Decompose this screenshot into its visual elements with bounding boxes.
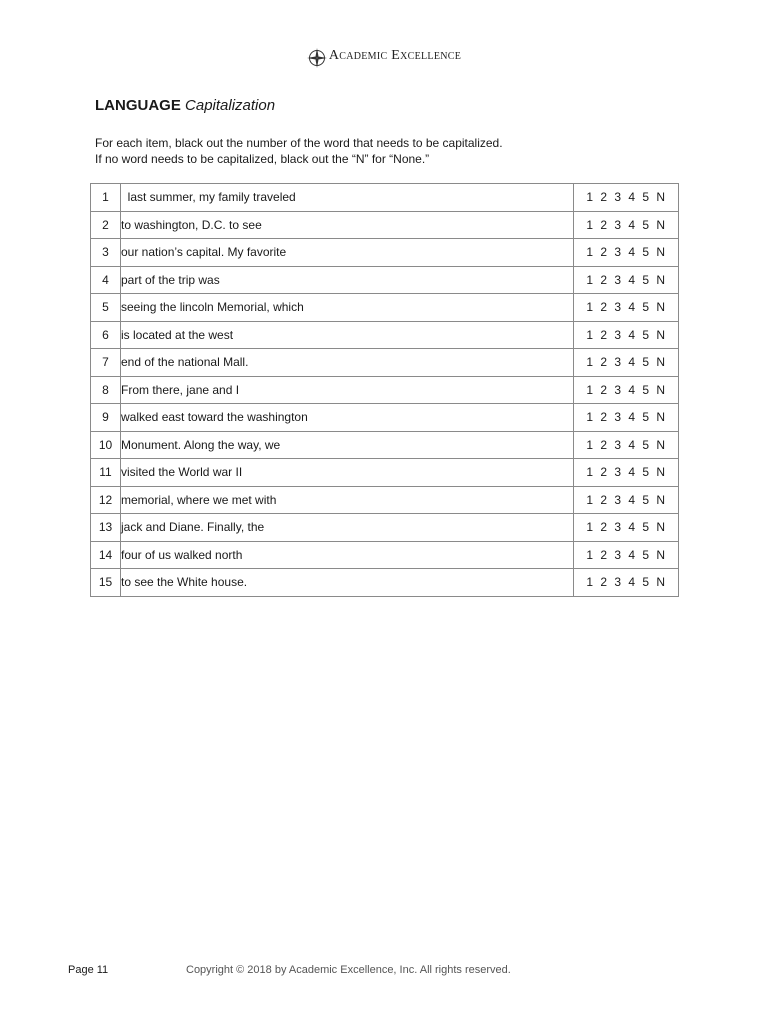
question-text: seeing the lincoln Memorial, which <box>121 294 574 322</box>
question-text: walked east toward the washington <box>121 404 574 432</box>
answer-options[interactable]: 1 2 3 4 5 N <box>574 569 679 597</box>
question-text: part of the trip was <box>121 266 574 294</box>
answer-options[interactable]: 1 2 3 4 5 N <box>574 266 679 294</box>
question-text: From there, jane and I <box>121 376 574 404</box>
instruction-line-1: For each item, black out the number of the word that needs to be capitalized. <box>95 136 503 150</box>
question-number: 12 <box>91 486 121 514</box>
question-text: end of the national Mall. <box>121 349 574 377</box>
question-row <box>91 211 679 239</box>
question-text: last summer, my family traveled <box>121 184 574 212</box>
question-number: 1 <box>91 184 121 212</box>
answer-options[interactable]: 1 2 3 4 5 N <box>574 376 679 404</box>
question-number: 2 <box>91 211 121 239</box>
question-row <box>91 486 679 514</box>
answer-options[interactable]: 1 2 3 4 5 N <box>574 541 679 569</box>
question-row <box>91 514 679 542</box>
question-number: 4 <box>91 266 121 294</box>
answer-options[interactable]: 1 2 3 4 5 N <box>574 404 679 432</box>
answer-options[interactable]: 1 2 3 4 5 N <box>574 514 679 542</box>
question-number: 13 <box>91 514 121 542</box>
question-number: 11 <box>91 459 121 487</box>
question-row <box>91 431 679 459</box>
question-row <box>91 569 679 597</box>
question-row <box>91 321 679 349</box>
question-text: jack and Diane. Finally, the <box>121 514 574 542</box>
question-row <box>91 294 679 322</box>
question-text: visited the World war II <box>121 459 574 487</box>
question-number: 5 <box>91 294 121 322</box>
answer-options[interactable]: 1 2 3 4 5 N <box>574 349 679 377</box>
question-table <box>90 183 679 597</box>
question-row <box>91 239 679 267</box>
question-text: to see the White house. <box>121 569 574 597</box>
question-number: 6 <box>91 321 121 349</box>
question-row <box>91 349 679 377</box>
question-number: 8 <box>91 376 121 404</box>
copyright-notice: Copyright © 2018 by Academic Excellence, Inc. All rights reserved. <box>186 964 511 976</box>
answer-options[interactable]: 1 2 3 4 5 N <box>574 321 679 349</box>
question-row <box>91 459 679 487</box>
question-number: 14 <box>91 541 121 569</box>
question-text: to washington, D.C. to see <box>121 211 574 239</box>
answer-options[interactable]: 1 2 3 4 5 N <box>574 486 679 514</box>
answer-options[interactable]: 1 2 3 4 5 N <box>574 239 679 267</box>
page-title <box>95 97 275 114</box>
instructions <box>95 135 503 167</box>
question-number: 9 <box>91 404 121 432</box>
question-row <box>91 404 679 432</box>
question-number: 3 <box>91 239 121 267</box>
question-row <box>91 541 679 569</box>
question-number: 10 <box>91 431 121 459</box>
answer-options[interactable]: 1 2 3 4 5 N <box>574 431 679 459</box>
question-number: 7 <box>91 349 121 377</box>
question-row <box>91 376 679 404</box>
answer-options[interactable]: 1 2 3 4 5 N <box>574 294 679 322</box>
question-text: four of us walked north <box>121 541 574 569</box>
question-row <box>91 266 679 294</box>
logo-text: Academic Excellence <box>328 48 462 63</box>
answer-options[interactable]: 1 2 3 4 5 N <box>574 459 679 487</box>
answer-options[interactable]: 1 2 3 4 5 N <box>574 211 679 239</box>
question-text: is located at the west <box>121 321 574 349</box>
subject-label: LANGUAGE <box>95 97 181 114</box>
instruction-line-2: If no word needs to be capitalized, black out the “N” for “None.” <box>95 152 430 166</box>
compass-logo-icon <box>307 44 327 68</box>
question-text: memorial, where we met with <box>121 486 574 514</box>
question-row <box>91 184 679 212</box>
answer-options[interactable]: 1 2 3 4 5 N <box>574 184 679 212</box>
question-text: Monument. Along the way, we <box>121 431 574 459</box>
question-number: 15 <box>91 569 121 597</box>
question-text: our nation’s capital. My favorite <box>121 239 574 267</box>
page-number: Page 11 <box>68 964 109 976</box>
topic-label: Capitalization <box>185 97 276 114</box>
header-logo <box>0 44 768 68</box>
